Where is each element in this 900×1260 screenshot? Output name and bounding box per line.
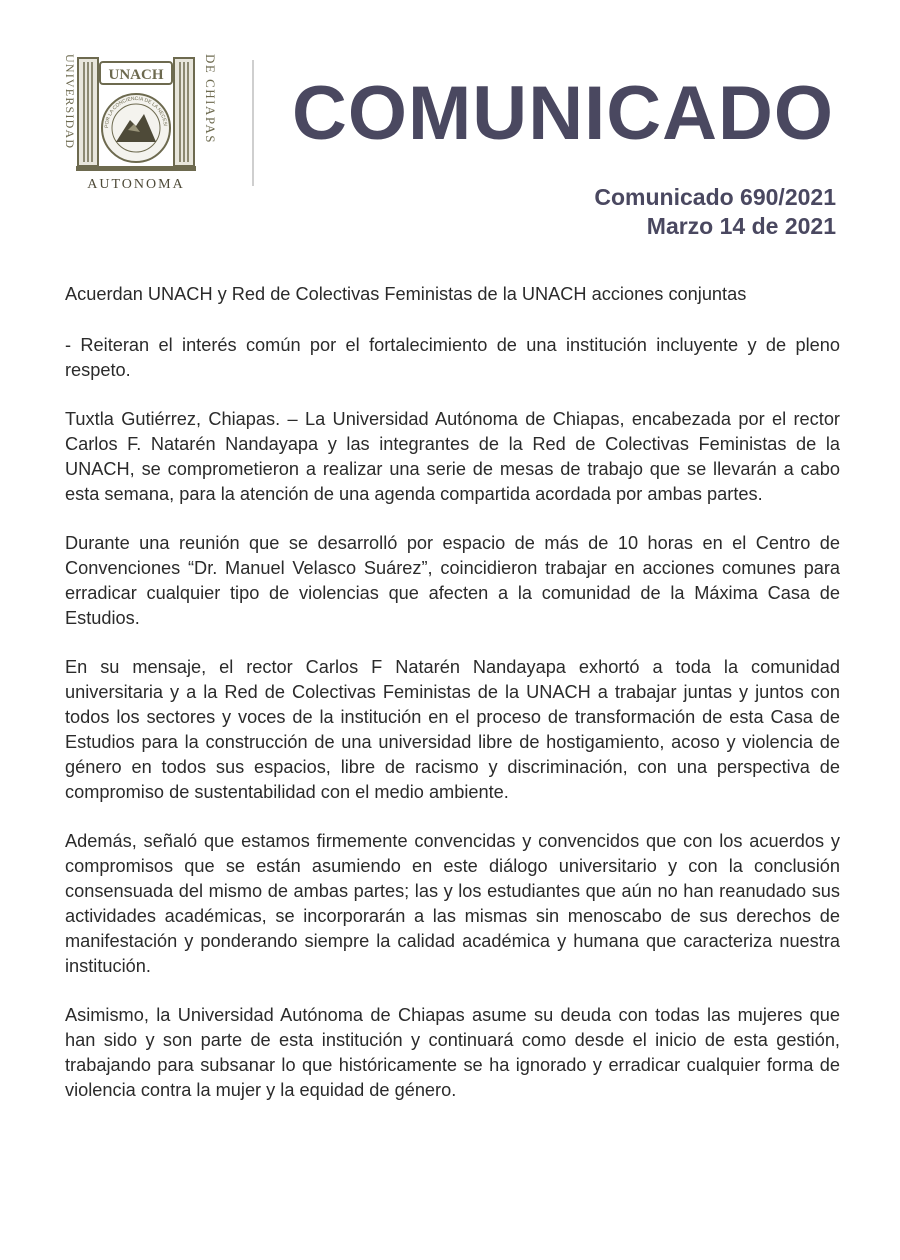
article-paragraph-3: En su mensaje, el rector Carlos F Natarén Nandayapa exhortó a toda la comunidad universitaria y a la Red de Colectivas Feministas de la UNACH a trabajar juntas y juntos con todos los sectores y voces de la institución en el proceso de transformación de esta Casa de Estudios para la construcción de una universidad libre de hostigamiento, acoso y violencia de género en todos sus espacios, libre de racismo y discriminación, con una perspectiva de compromiso de sustentabilidad con el medio ambiente. — [65, 657, 840, 802]
logo-bottom-text: AUTONOMA — [87, 177, 185, 192]
letterhead — [0, 0, 900, 250]
logo-seal-text: UNACH — [108, 67, 164, 83]
article-paragraph-4: Además, señaló que estamos firmemente convencidas y convencidos que con los acuerdos y compromisos que se están asumiendo en este diálogo universitario y con la conclusión consensuada del mismo de ambas partes; las y los estudiantes que aún no han reanudado sus actividades académicas, se incorporarán a las mismas sin menoscabo de sus derechos de manifestación y ponderando siempre la calidad académica y humana que caracteriza nuestra institución. — [65, 831, 840, 976]
page-title: COMUNICADO — [292, 71, 834, 156]
logo-left-text: UNIVERSIDAD — [63, 54, 77, 150]
communique-reference — [594, 183, 836, 241]
communique-number: Comunicado 690/2021 — [594, 184, 836, 210]
article-paragraph-1: Tuxtla Gutiérrez, Chiapas. – La Universidad Autónoma de Chiapas, encabezada por el rector Carlos F. Natarén Nandayapa y las integrantes de la Red de Colectivas Feministas de la UNACH, se comprometieron a realizar una serie de mesas de trabajo que se llevarán a cabo esta semana, para la atención de una agenda compartida acordada por ambas partes. — [65, 409, 840, 504]
article-headline: Acuerdan UNACH y Red de Colectivas Feministas de la UNACH acciones conjuntas — [65, 284, 747, 304]
header-divider — [252, 60, 254, 186]
logo-right-text: DE CHIAPAS — [203, 54, 218, 145]
unach-logo — [54, 40, 226, 192]
article-paragraph-2: Durante una reunión que se desarrolló por espacio de más de 10 horas en el Centro de Convenciones “Dr. Manuel Velasco Suárez”, coincidieron trabajar en acciones comunes para erradicar cualquier tipo de violencias que afecten a la comunidad de la Máxima Casa de Estudios. — [65, 533, 840, 628]
article-body — [65, 282, 840, 1127]
article-paragraph-5: Asimismo, la Universidad Autónoma de Chiapas asume su deuda con todas las mujeres que han sido y son parte de esta institución y continuará como desde el inicio de esta gestión, trabajando para subsanar lo que históricamente se ha ignorado y erradicar cualquier forma de violencia contra la mujer y la equidad de género. — [65, 1005, 840, 1100]
logo-ring-text: POR LA CONCIENCIA DE LA NECESI — [103, 95, 168, 129]
communique-date: Marzo 14 de 2021 — [646, 213, 836, 239]
article-subhead: - Reiteran el interés común por el fortalecimiento de una institución incluyente y de pleno respeto. — [65, 335, 840, 380]
